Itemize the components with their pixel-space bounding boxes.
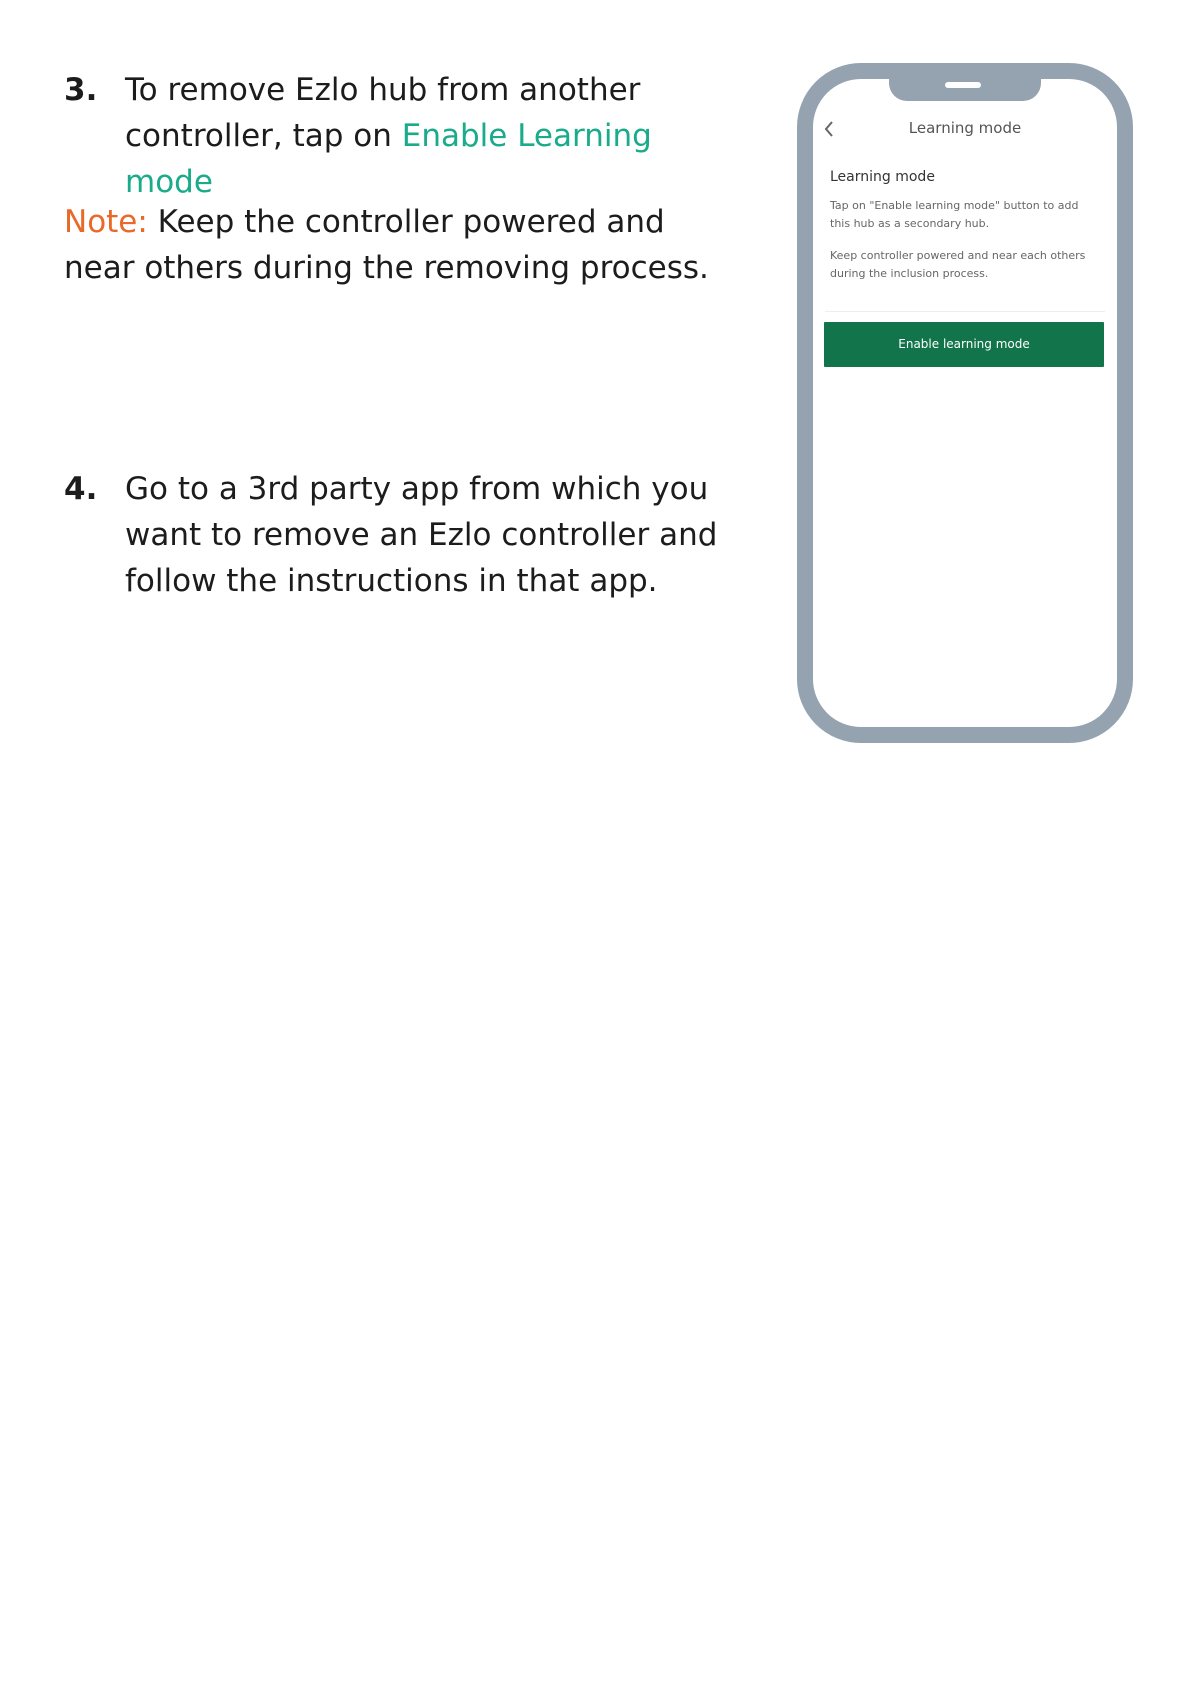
step-4 bbox=[64, 466, 744, 604]
step-text bbox=[125, 67, 744, 205]
section-title: Learning mode bbox=[830, 169, 935, 185]
learning-mode-section bbox=[830, 169, 1102, 297]
screen-title: Learning mode bbox=[908, 119, 1022, 137]
screen-header bbox=[813, 111, 1117, 145]
step-3 bbox=[64, 67, 744, 205]
section-instruction: Tap on "Enable learning mode" button to add this hub as a secondary hub. bbox=[830, 199, 1079, 230]
speaker-grille bbox=[945, 82, 981, 88]
enable-learning-mode-button[interactable]: Enable learning mode bbox=[824, 322, 1104, 367]
step-text: Go to a 3rd party app from which you want to remove an Ezlo controller and follow the instructions in that app. bbox=[125, 471, 718, 599]
step-text-main: To remove Ezlo hub from another controller, tap on bbox=[125, 72, 641, 154]
step-number: 3. bbox=[64, 72, 98, 108]
divider bbox=[825, 311, 1105, 312]
phone-mockup bbox=[797, 63, 1133, 743]
enable-learning-mode-highlight: Enable Learning mode bbox=[125, 118, 652, 200]
note-paragraph bbox=[64, 199, 744, 291]
step-number: 4. bbox=[64, 471, 98, 507]
chevron-left-icon[interactable] bbox=[823, 119, 835, 139]
section-note: Keep controller powered and near each others during the inclusion process. bbox=[830, 249, 1086, 280]
note-text: Keep the controller powered and near others during the removing process. bbox=[64, 204, 709, 286]
note-label: Note: bbox=[64, 204, 148, 240]
phone-notch bbox=[889, 75, 1041, 101]
